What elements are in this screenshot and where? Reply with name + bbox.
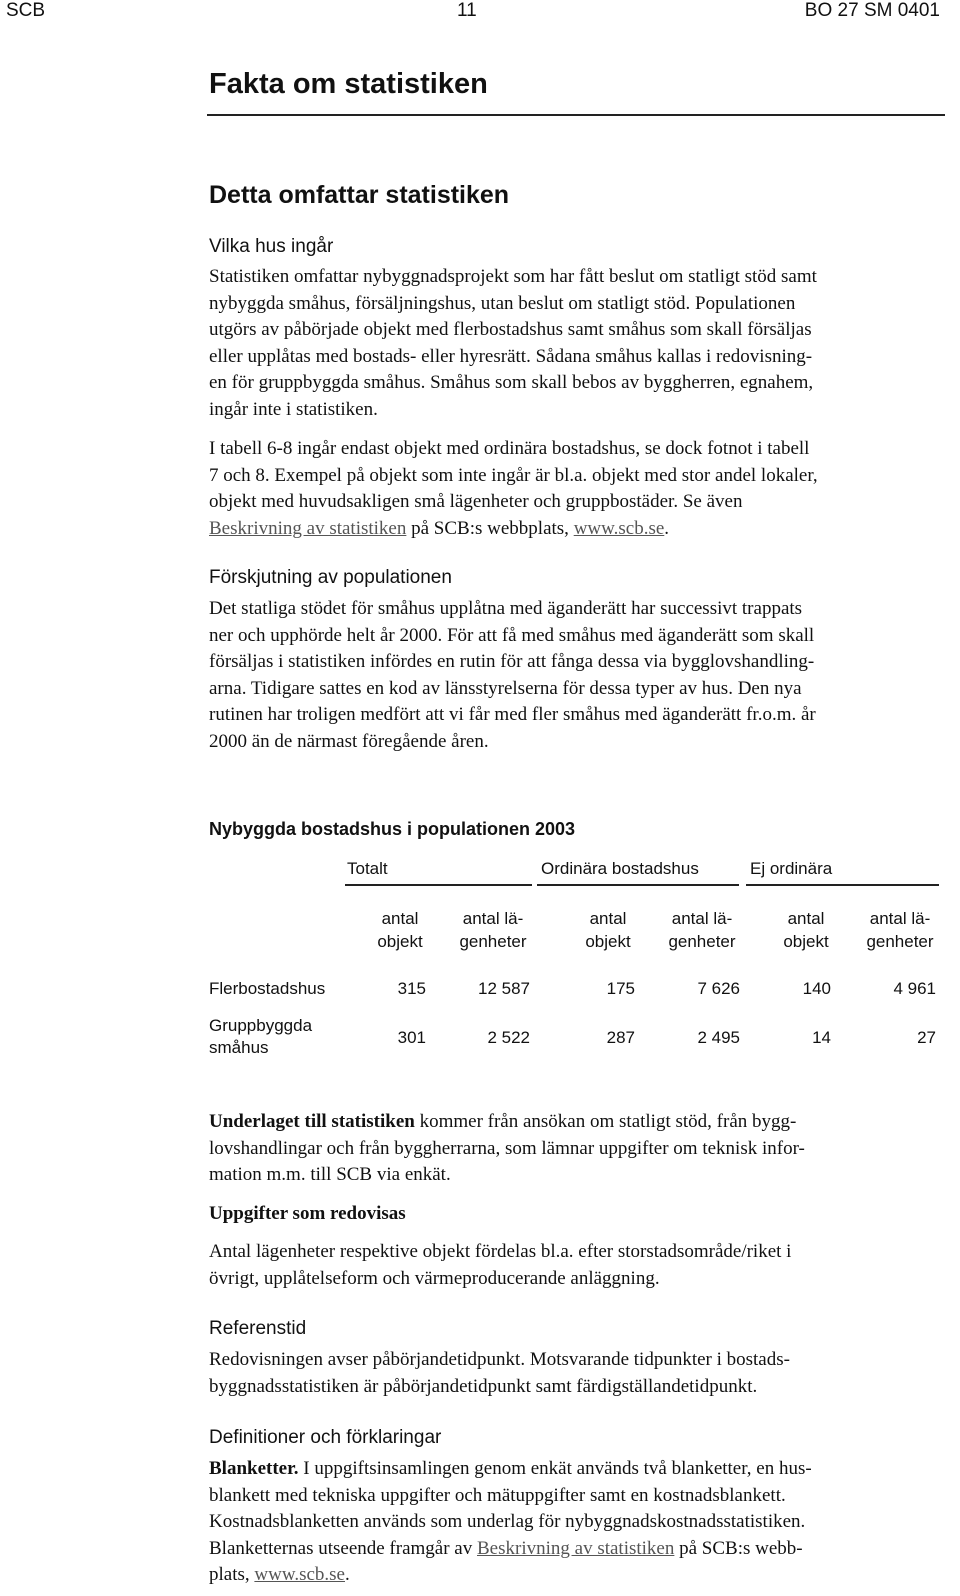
table-cell: 12 587 [478, 979, 530, 998]
sentence-end: . [664, 517, 670, 539]
text-line: ner och upphörde helt år 2000. För att få med småhus med äganderätt som skall [209, 624, 815, 646]
text-line: nybyggda småhus, försäljningshus, utan beslut om statligt stöd. Populationen [209, 292, 796, 314]
underlaget-first-rest: kommer från ansökan om statligt stöd, från bygg- [414, 1111, 797, 1132]
uppgifter-heading: Uppgifter som redovisas [209, 1203, 406, 1224]
subheader-line: objekt [585, 932, 631, 951]
subheader [446, 907, 540, 953]
subheader-line: objekt [783, 932, 829, 951]
subheader-line: genheter [459, 932, 527, 951]
title-rule [207, 114, 945, 116]
table-cell: 287 [606, 1028, 635, 1047]
table-cell: 7 626 [697, 979, 740, 998]
scb-website-link-2[interactable]: www.scb.se [254, 1564, 345, 1585]
text-line: övrigt, upplåtelseform och värmeproducerande anläggning. [209, 1267, 660, 1289]
text-line: eller upplåtas med bostads- eller hyresrätt. Sådana småhus kallas i redovisning- [209, 345, 813, 367]
table-cell: 14 [812, 1028, 831, 1047]
subheader [352, 907, 448, 953]
table-cell: 315 [397, 979, 426, 998]
beskrivning-link-2[interactable]: Beskrivning av statistiken [477, 1537, 675, 1559]
text-line: Antal lägenheter respektive objekt fördelas bl.a. efter storstadsområde/riket i [209, 1241, 792, 1262]
uppgifter-paragraph [209, 1239, 945, 1292]
row-label-gruppbyggda [209, 1015, 312, 1059]
page-title: Fakta om statistiken [209, 68, 488, 100]
text-line: Redovisningen avser påbörjandetidpunkt. Motsvarande tidpunkter i bostads- [209, 1349, 790, 1370]
row-label-line: småhus [209, 1038, 269, 1057]
subheader-line: genheter [668, 932, 736, 951]
underlaget-paragraph [209, 1109, 945, 1189]
page-number: 11 [457, 0, 477, 21]
text-line: Det statliga stödet för småhus upplåtna med äganderätt har successivt trappats [209, 598, 803, 619]
vilka-paragraph-1 [209, 264, 945, 423]
subheader-line: antal lä- [869, 909, 931, 928]
table-cell: 2 495 [697, 1028, 740, 1047]
line-end: på SCB:s webb- [674, 1537, 803, 1559]
subheader [853, 907, 947, 953]
line-start: plats, [209, 1564, 255, 1585]
text-line: 7 och 8. Exempel på objekt som inte ingår är bl.a. objekt med stor andel lokaler, [209, 464, 818, 486]
group-header-ej-ordinara: Ej ordinära [750, 859, 833, 878]
subheader-line: antal lä- [462, 909, 524, 928]
subheader-line: genheter [866, 932, 934, 951]
subheader-line: antal [381, 909, 419, 928]
text-line [209, 1109, 945, 1136]
text-line [209, 1456, 945, 1483]
blanketter-lead: Blanketter. [209, 1458, 299, 1479]
group-header-ordinara: Ordinära bostadshus [541, 859, 699, 878]
text-line: arna. Tidigare sattes en kod av länsstyrelserna för dessa typer av hus. Den nya [209, 677, 802, 699]
table-cell: 27 [917, 1028, 936, 1047]
subheader-line: antal [787, 909, 825, 928]
referenstid-paragraph [209, 1347, 945, 1400]
text-line: försäljas i statistiken infördes en rutin för att fånga dessa via bygglovshandling- [209, 651, 815, 672]
table-title: Nybyggda bostadshus i populationen 2003 [209, 819, 576, 839]
text-line: ingår inte i statistiken. [209, 398, 378, 420]
line-start: Blanketternas utseende framgår av [209, 1537, 477, 1559]
text-line: utgörs av påbörjade objekt med flerbostadshus samt småhus som skall försäljas [209, 319, 812, 340]
text-line: en för gruppbyggda småhus. Småhus som skall bebos av byggherren, egnahem, [209, 372, 814, 393]
text-line: I tabell 6-8 ingår endast objekt med ordinära bostadshus, se dock fotnot i tabell [209, 438, 810, 459]
vilka-heading: Vilka hus ingår [209, 236, 334, 257]
group-header-totalt: Totalt [347, 859, 388, 878]
line-end: . [344, 1564, 350, 1585]
underlaget-lead: Underlaget till statistiken [209, 1111, 415, 1132]
group-rule [537, 884, 739, 886]
text-line: lovshandlingar och från byggherrarna, som lämnar uppgifter om teknisk infor- [209, 1137, 805, 1159]
text-line: byggnadsstatistiken är påbörjandetidpunkt samt färdigställandetidpunkt. [209, 1375, 758, 1397]
row-label-flerbostadshus: Flerbostadshus [209, 979, 326, 998]
text-line [209, 1536, 945, 1563]
table-cell: 175 [606, 979, 635, 998]
subheader-line: objekt [377, 932, 423, 951]
subheader-line: antal lä- [671, 909, 733, 928]
table-cell: 301 [397, 1028, 426, 1047]
subheader [560, 907, 656, 953]
row-label-line: Gruppbyggda [209, 1016, 313, 1035]
scb-website-link[interactable]: www.scb.se [573, 517, 665, 539]
definitioner-first-rest: I uppgiftsinsamlingen genom enkät används två blanketter, en hus- [298, 1458, 812, 1479]
group-rule [345, 884, 532, 886]
text-line: rutinen har troligen medfört att vi får med fler småhus med äganderätt fr.o.m. år [209, 704, 816, 725]
text-line [209, 1562, 945, 1589]
table-cell: 140 [802, 979, 831, 998]
table-cell: 2 522 [487, 1028, 530, 1047]
forskjutning-heading: Förskjutning av populationen [209, 567, 452, 588]
group-rule [746, 884, 939, 886]
text-line: blankett med tekniska uppgifter och mätuppgifter samt en kostnadsblankett. [209, 1484, 786, 1506]
header-right: BO 27 SM 0401 [804, 0, 940, 21]
referenstid-heading: Referenstid [209, 1318, 307, 1339]
section-heading: Detta omfattar statistiken [209, 181, 510, 209]
text-line: 2000 än de närmast föregående åren. [209, 730, 489, 752]
header-left: SCB [6, 0, 46, 21]
link-connector-text: på SCB:s webbplats, [406, 517, 574, 539]
definitioner-paragraph [209, 1456, 945, 1589]
text-line [209, 516, 945, 543]
vilka-paragraph-2 [209, 436, 945, 542]
text-line: objekt med huvudsakligen små lägenheter och gruppbostäder. Se även [209, 491, 743, 512]
beskrivning-link[interactable]: Beskrivning av statistiken [209, 517, 407, 539]
definitioner-heading: Definitioner och förklaringar [209, 1427, 442, 1448]
text-line: Kostnadsblanketten används som underlag för nybyggnadskostnadsstatistiken. [209, 1511, 806, 1532]
forskjutning-paragraph [209, 596, 945, 755]
subheader-line: antal [589, 909, 627, 928]
subheader [758, 907, 854, 953]
text-line: Statistiken omfattar nybyggnadsprojekt som har fått beslut om statligt stöd samt [209, 266, 817, 287]
table-cell: 4 961 [893, 979, 936, 998]
text-line: mation m.m. till SCB via enkät. [209, 1164, 451, 1185]
subheader [655, 907, 749, 953]
